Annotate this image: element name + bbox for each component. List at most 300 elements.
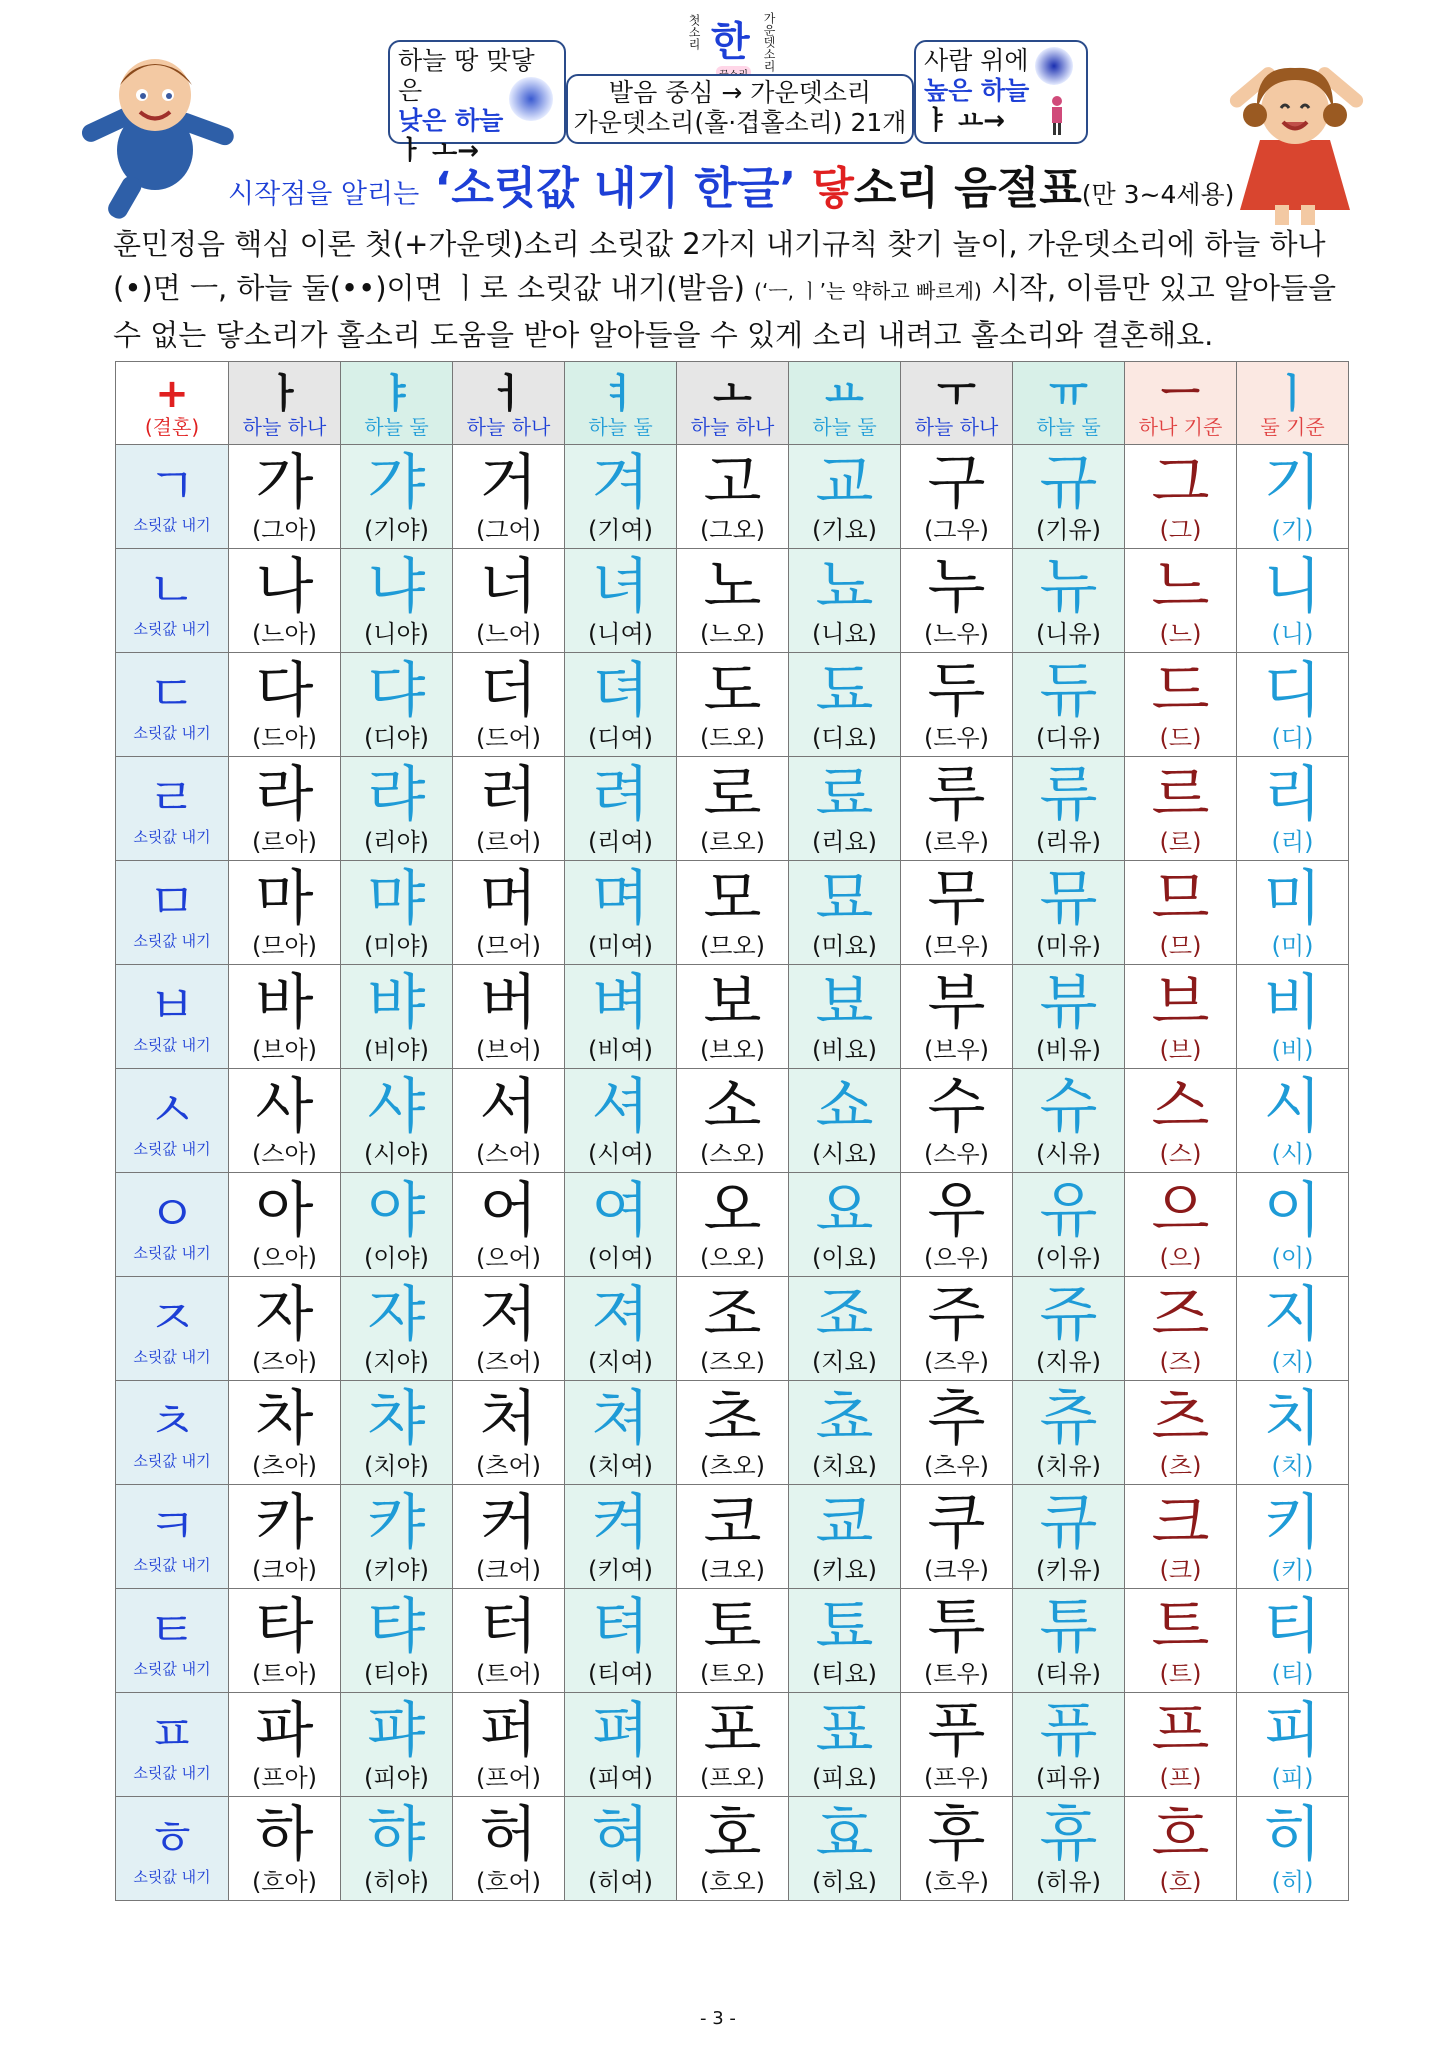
syllable: 티 — [1263, 1591, 1322, 1662]
pronunciation: (시야) — [363, 1139, 430, 1168]
pronunciation: (리유) — [1035, 827, 1102, 856]
pronunciation: (디유) — [1035, 723, 1102, 752]
syllable-cell — [677, 757, 789, 861]
pronunciation: (트어) — [475, 1659, 542, 1688]
pronunciation: (스어) — [475, 1139, 542, 1168]
table-row — [116, 653, 1349, 757]
vowel-label: 둘 기준 — [1260, 415, 1325, 439]
vowel-label: 하늘 하나 — [690, 415, 775, 439]
consonant-cell — [116, 757, 229, 861]
syllable: 마 — [255, 863, 314, 934]
syllable: 라 — [255, 759, 314, 830]
vowel-info-line2: 가운뎃소리(홀·겹홀소리) 21개 — [573, 108, 907, 137]
intro-part2: (‘ㅡ, ㅣ’는 약하고 빠르게) — [754, 279, 982, 303]
pronunciation: (리) — [1271, 827, 1314, 856]
syllable: 댜 — [367, 655, 426, 726]
pronunciation: (기여) — [587, 515, 654, 544]
syllable: 탸 — [367, 1591, 426, 1662]
syllable: 뮤 — [1039, 863, 1098, 934]
syllable-cell — [341, 1693, 453, 1797]
syllable: 머 — [479, 863, 538, 934]
syllable-cell — [677, 1173, 789, 1277]
syllable-cell — [453, 1589, 565, 1693]
pronunciation: (미유) — [1035, 931, 1102, 960]
consonant-symbol: ㅇ — [147, 1185, 197, 1243]
high-sky-formula: ㅑ ㅛ→ — [924, 106, 1006, 136]
pronunciation: (흐) — [1159, 1867, 1202, 1896]
syllable-cell — [901, 445, 1013, 549]
syllable-cell — [1237, 1381, 1349, 1485]
pronunciation: (히) — [1271, 1867, 1314, 1896]
syllable-cell — [229, 1069, 341, 1173]
syllable-cell — [1013, 1173, 1125, 1277]
consonant-symbol: ㅁ — [147, 873, 197, 931]
syllable-cell — [229, 757, 341, 861]
intro-paragraph — [113, 222, 1348, 357]
consonant-cell — [116, 965, 229, 1069]
syllable: 뎌 — [591, 655, 650, 726]
syllable: 추 — [927, 1383, 986, 1454]
pronunciation: (히야) — [363, 1867, 430, 1896]
column-header — [677, 362, 789, 445]
syllable-cell — [229, 1277, 341, 1381]
consonant-symbol: ㄴ — [147, 561, 197, 619]
syllable: 다 — [255, 655, 314, 726]
pronunciation: (프우) — [923, 1763, 990, 1792]
syllable: 캬 — [367, 1487, 426, 1558]
syllable-cell — [453, 965, 565, 1069]
syllable-cell — [341, 1589, 453, 1693]
syllable-cell — [677, 1069, 789, 1173]
syllable-cell — [1013, 1277, 1125, 1381]
table-row — [116, 1173, 1349, 1277]
intro-part3: 시작, 이름만 있고 알아들을 수 없는 닿소리가 홀소리 도움을 받아 알아들을 수 있게 소리 내려고 홀소리와 결혼해요. — [113, 271, 1337, 352]
logo-right-label: 가운뎃소리 — [762, 12, 776, 72]
syllable: 호 — [703, 1799, 762, 1870]
syllable: 며 — [591, 863, 650, 934]
pronunciation: (느) — [1159, 619, 1202, 648]
pronunciation: (피요) — [811, 1763, 878, 1792]
pronunciation: (즈어) — [475, 1347, 542, 1376]
consonant-symbol: ㄹ — [147, 769, 197, 827]
syllable: 뷰 — [1039, 967, 1098, 1038]
vowel-symbol: ㅡ — [1161, 371, 1200, 417]
syllable-cell — [565, 549, 677, 653]
syllable: 큐 — [1039, 1487, 1098, 1558]
syllable-cell — [565, 1485, 677, 1589]
syllable: 느 — [1151, 551, 1210, 622]
syllable-cell — [565, 1277, 677, 1381]
syllable: 퓨 — [1039, 1695, 1098, 1766]
syllable: 시 — [1263, 1071, 1322, 1142]
table-row — [116, 1589, 1349, 1693]
plus-symbol: + — [155, 371, 189, 417]
syllable: 죠 — [815, 1279, 874, 1350]
syllable: 쥬 — [1039, 1279, 1098, 1350]
syllable: 펴 — [591, 1695, 650, 1766]
pronunciation: (지야) — [363, 1347, 430, 1376]
pronunciation: (지) — [1271, 1347, 1314, 1376]
syllable-cell — [453, 1381, 565, 1485]
pronunciation: (시유) — [1035, 1139, 1102, 1168]
pronunciation: (비) — [1271, 1035, 1314, 1064]
table-header-row — [116, 362, 1349, 445]
pronunciation: (지유) — [1035, 1347, 1102, 1376]
syllable-cell — [1013, 1589, 1125, 1693]
syllable: 토 — [703, 1591, 762, 1662]
syllable: 유 — [1039, 1175, 1098, 1246]
syllable: 커 — [479, 1487, 538, 1558]
syllable-cell — [901, 1589, 1013, 1693]
consonant-cell — [116, 445, 229, 549]
pronunciation: (츠오) — [699, 1451, 766, 1480]
syllable-cell — [229, 445, 341, 549]
syllable-cell — [789, 1797, 901, 1901]
syllable-cell — [1237, 1693, 1349, 1797]
syllable-cell — [565, 653, 677, 757]
vowel-label: 하늘 하나 — [914, 415, 999, 439]
syllable-cell — [677, 1797, 789, 1901]
syllable-cell — [1013, 549, 1125, 653]
syllable-cell — [901, 1693, 1013, 1797]
syllable-cell — [1013, 1797, 1125, 1901]
pronunciation: (피유) — [1035, 1763, 1102, 1792]
syllable: 츄 — [1039, 1383, 1098, 1454]
column-header — [1237, 362, 1349, 445]
syllable-cell — [229, 1485, 341, 1589]
syllable: 듀 — [1039, 655, 1098, 726]
pronunciation: (스오) — [699, 1139, 766, 1168]
syllable-cell — [1125, 1173, 1237, 1277]
high-sky-box — [914, 40, 1088, 144]
intro-part1: 훈민정음 핵심 이론 첫(+가운뎃)소리 소릿값 2가지 내기규칙 찾기 놀이, 가운뎃소리에 하늘 하나(•)면 ㅡ, 하늘 둘(••)이면 ㅣ로 소릿값 내기(발음) — [113, 227, 1326, 305]
syllable: 르 — [1151, 759, 1210, 830]
pronunciation: (흐오) — [699, 1867, 766, 1896]
pronunciation: (크우) — [923, 1555, 990, 1584]
syllable-cell — [341, 445, 453, 549]
syllable-cell — [229, 1381, 341, 1485]
syllable-cell — [1125, 757, 1237, 861]
syllable: 셔 — [591, 1071, 650, 1142]
pronunciation: (츠우) — [923, 1451, 990, 1480]
syllable: 모 — [703, 863, 762, 934]
low-sky-box — [388, 40, 566, 166]
syllable-cell — [901, 1381, 1013, 1485]
syllable: 흐 — [1151, 1799, 1210, 1870]
consonant-cell — [116, 1069, 229, 1173]
consonant-cell — [116, 653, 229, 757]
syllable: 저 — [479, 1279, 538, 1350]
syllable: 누 — [927, 551, 986, 622]
syllable-cell — [341, 965, 453, 1069]
consonant-cell — [116, 1173, 229, 1277]
sky-orb-icon — [1034, 46, 1074, 86]
consonant-caption: 소릿값 내기 — [133, 1764, 211, 1782]
syllable-cell — [677, 549, 789, 653]
syllable: 뵤 — [815, 967, 874, 1038]
syllable: 려 — [591, 759, 650, 830]
syllable-cell — [789, 1485, 901, 1589]
syllable: 치 — [1263, 1383, 1322, 1454]
syllable: 여 — [591, 1175, 650, 1246]
table-row — [116, 757, 1349, 861]
syllable: 뱌 — [367, 967, 426, 1038]
title-quote: ‘소릿값 내기 한글’ — [434, 163, 797, 214]
syllable-cell — [341, 1069, 453, 1173]
syllable-cell — [565, 965, 677, 1069]
consonant-cell — [116, 1277, 229, 1381]
vowel-label: 하늘 둘 — [364, 415, 429, 439]
pronunciation: (스우) — [923, 1139, 990, 1168]
syllable: 터 — [479, 1591, 538, 1662]
syllable: 프 — [1151, 1695, 1210, 1766]
syllable: 자 — [255, 1279, 314, 1350]
pronunciation: (이유) — [1035, 1243, 1102, 1272]
syllable: 뇨 — [815, 551, 874, 622]
pronunciation: (치) — [1271, 1451, 1314, 1480]
syllable-cell — [229, 1589, 341, 1693]
syllable: 노 — [703, 551, 762, 622]
consonant-cell — [116, 1589, 229, 1693]
syllable: 타 — [255, 1591, 314, 1662]
syllable-cell — [677, 1485, 789, 1589]
syllable: 주 — [927, 1279, 986, 1350]
syllable-cell — [1237, 445, 1349, 549]
consonant-caption: 소릿값 내기 — [133, 1660, 211, 1678]
syllable: 미 — [1263, 863, 1322, 934]
pronunciation: (티유) — [1035, 1659, 1102, 1688]
pronunciation: (이) — [1271, 1243, 1314, 1272]
pronunciation: (으) — [1159, 1243, 1202, 1272]
table-body — [116, 445, 1349, 1901]
syllable-cell — [453, 549, 565, 653]
syllable: 우 — [927, 1175, 986, 1246]
syllable: 거 — [479, 447, 538, 518]
syllable: 처 — [479, 1383, 538, 1454]
pronunciation: (프오) — [699, 1763, 766, 1792]
syllable-cell — [901, 861, 1013, 965]
syllable-cell — [677, 861, 789, 965]
syllable-cell — [341, 549, 453, 653]
pronunciation: (그아) — [251, 515, 318, 544]
syllable-cell — [229, 861, 341, 965]
syllable-cell — [341, 1381, 453, 1485]
pronunciation: (므오) — [699, 931, 766, 960]
syllable-cell — [901, 1485, 1013, 1589]
syllable-cell — [453, 653, 565, 757]
syllable-cell — [1013, 1693, 1125, 1797]
pronunciation: (흐어) — [475, 1867, 542, 1896]
pronunciation: (시) — [1271, 1139, 1314, 1168]
pronunciation: (브오) — [699, 1035, 766, 1064]
table-row — [116, 1069, 1349, 1173]
consonant-symbol: ㅅ — [147, 1081, 197, 1139]
pronunciation: (치요) — [811, 1451, 878, 1480]
consonant-cell — [116, 1693, 229, 1797]
table-row — [116, 1381, 1349, 1485]
consonant-cell — [116, 1485, 229, 1589]
pronunciation: (므) — [1159, 931, 1202, 960]
pronunciation: (트) — [1159, 1659, 1202, 1688]
page-title — [228, 152, 1238, 214]
syllable-cell — [677, 1381, 789, 1485]
syllable-table — [115, 361, 1349, 1901]
consonant-symbol: ㅂ — [147, 977, 197, 1035]
syllable-cell — [1013, 757, 1125, 861]
pronunciation: (리여) — [587, 827, 654, 856]
syllable-cell — [1237, 1797, 1349, 1901]
syllable: 냐 — [367, 551, 426, 622]
vowel-symbol: ㅕ — [601, 371, 640, 417]
pronunciation: (이야) — [363, 1243, 430, 1272]
syllable: 그 — [1151, 447, 1210, 518]
syllable: 텨 — [591, 1591, 650, 1662]
table-row — [116, 1277, 1349, 1381]
syllable: 쟈 — [367, 1279, 426, 1350]
syllable: 휴 — [1039, 1799, 1098, 1870]
consonant-symbol: ㄱ — [147, 457, 197, 515]
title-rest: 소리 음절표 — [853, 163, 1082, 214]
syllable: 쿄 — [815, 1487, 874, 1558]
pronunciation: (느우) — [923, 619, 990, 648]
pronunciation: (으어) — [475, 1243, 542, 1272]
syllable-cell — [453, 1069, 565, 1173]
syllable-cell — [901, 549, 1013, 653]
syllable-cell — [1237, 1589, 1349, 1693]
table-row — [116, 1797, 1349, 1901]
vowel-symbol: ㅑ — [377, 371, 416, 417]
pronunciation: (키요) — [811, 1555, 878, 1584]
column-header — [1013, 362, 1125, 445]
column-header — [901, 362, 1013, 445]
consonant-caption: 소릿값 내기 — [133, 1036, 211, 1054]
table-row — [116, 861, 1349, 965]
syllable-cell — [677, 653, 789, 757]
vowel-label: 하늘 하나 — [242, 415, 327, 439]
syllable-cell — [1125, 965, 1237, 1069]
column-header — [565, 362, 677, 445]
pronunciation: (티) — [1271, 1659, 1314, 1688]
pronunciation: (즈아) — [251, 1347, 318, 1376]
pronunciation: (비야) — [363, 1035, 430, 1064]
pronunciation: (므어) — [475, 931, 542, 960]
high-sky-line1: 사람 위에 — [924, 46, 1029, 75]
table-row — [116, 1485, 1349, 1589]
syllable-cell — [1237, 861, 1349, 965]
column-header — [341, 362, 453, 445]
syllable-cell — [341, 653, 453, 757]
syllable: 두 — [927, 655, 986, 726]
pronunciation: (드우) — [923, 723, 990, 752]
syllable: 뉴 — [1039, 551, 1098, 622]
page-number: - 3 - — [700, 2008, 736, 2029]
syllable: 스 — [1151, 1071, 1210, 1142]
syllable: 보 — [703, 967, 762, 1038]
syllable-cell — [677, 1693, 789, 1797]
syllable-cell — [677, 965, 789, 1069]
pronunciation: (지요) — [811, 1347, 878, 1376]
pronunciation: (키) — [1271, 1555, 1314, 1584]
syllable-cell — [901, 965, 1013, 1069]
pronunciation: (므우) — [923, 931, 990, 960]
syllable-cell — [1013, 965, 1125, 1069]
table-row — [116, 1693, 1349, 1797]
syllable-cell — [565, 1069, 677, 1173]
syllable: 초 — [703, 1383, 762, 1454]
syllable-cell — [789, 445, 901, 549]
pronunciation: (피야) — [363, 1763, 430, 1792]
syllable-cell — [1125, 1485, 1237, 1589]
syllable-cell — [1125, 1693, 1237, 1797]
syllable: 러 — [479, 759, 538, 830]
pronunciation: (피여) — [587, 1763, 654, 1792]
syllable: 켜 — [591, 1487, 650, 1558]
syllable-cell — [341, 1277, 453, 1381]
pronunciation: (츠어) — [475, 1451, 542, 1480]
syllable: 조 — [703, 1279, 762, 1350]
pronunciation: (니야) — [363, 619, 430, 648]
syllable: 튜 — [1039, 1591, 1098, 1662]
syllable-cell — [1125, 1069, 1237, 1173]
pronunciation: (드아) — [251, 723, 318, 752]
pronunciation: (드오) — [699, 723, 766, 752]
pronunciation: (피) — [1271, 1763, 1314, 1792]
syllable: 랴 — [367, 759, 426, 830]
syllable: 규 — [1039, 447, 1098, 518]
syllable: 코 — [703, 1487, 762, 1558]
syllable-cell — [1013, 1069, 1125, 1173]
pronunciation: (히유) — [1035, 1867, 1102, 1896]
pronunciation: (흐우) — [923, 1867, 990, 1896]
vowel-info-line1: 발음 중심 → 가운뎃소리 — [608, 78, 872, 107]
syllable-cell — [1125, 1381, 1237, 1485]
syllable: 표 — [815, 1695, 874, 1766]
syllable-cell — [789, 1589, 901, 1693]
syllable: 벼 — [591, 967, 650, 1038]
syllable-cell — [1125, 1589, 1237, 1693]
pronunciation: (히여) — [587, 1867, 654, 1896]
logo-main-glyph: 한 — [711, 19, 750, 65]
pronunciation: (크아) — [251, 1555, 318, 1584]
pronunciation: (니유) — [1035, 619, 1102, 648]
pronunciation: (리요) — [811, 827, 878, 856]
column-header — [229, 362, 341, 445]
syllable-cell — [677, 445, 789, 549]
syllable-cell — [565, 861, 677, 965]
syllable-cell — [789, 1381, 901, 1485]
syllable: 샤 — [367, 1071, 426, 1142]
low-sky-line2: 낮은 하늘 — [398, 106, 504, 135]
pronunciation: (르우) — [923, 827, 990, 856]
boy-illustration — [60, 40, 240, 220]
pronunciation: (르) — [1159, 827, 1202, 856]
vowel-label: 하늘 둘 — [588, 415, 653, 439]
syllable-cell — [229, 1173, 341, 1277]
syllable: 하 — [255, 1799, 314, 1870]
pronunciation: (비여) — [587, 1035, 654, 1064]
syllable-cell — [789, 1069, 901, 1173]
syllable: 무 — [927, 863, 986, 934]
syllable: 고 — [703, 447, 762, 518]
syllable-cell — [341, 757, 453, 861]
syllable: 묘 — [815, 863, 874, 934]
table-row — [116, 965, 1349, 1069]
syllable: 쵸 — [815, 1383, 874, 1454]
pronunciation: (그) — [1159, 515, 1202, 544]
syllable-cell — [453, 445, 565, 549]
syllable-cell — [453, 1485, 565, 1589]
title-prefix: 시작점을 알리는 — [228, 179, 420, 210]
